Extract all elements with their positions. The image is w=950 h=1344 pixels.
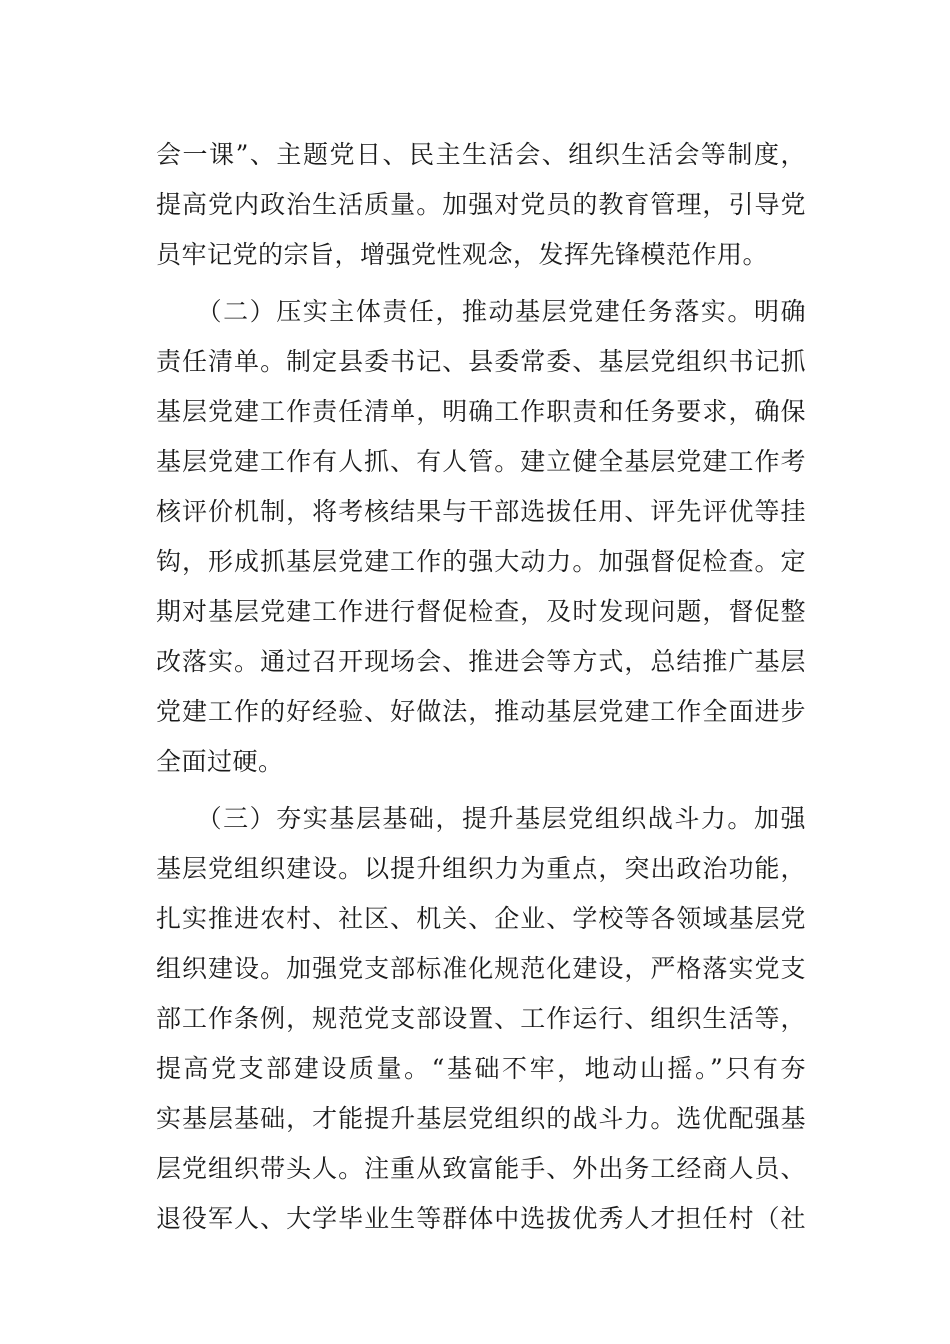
text-line: 基层党建工作有人抓、有人管。建立健全基层党建工作考 — [156, 447, 806, 476]
paragraph-3 — [156, 794, 806, 1244]
paragraph-1 — [156, 130, 806, 280]
text-line: 基层党建工作责任清单，明确工作职责和任务要求，确保 — [156, 397, 806, 426]
text-line: （二）压实主体责任，推动基层党建任务落实。明确 — [156, 297, 806, 326]
text-line: 提高党支部建设质量。“基础不牢，地动山摇。”只有夯 — [156, 1054, 806, 1083]
text-line: 层党组织带头人。注重从致富能手、外出务工经商人员、 — [156, 1154, 806, 1183]
text-line: 全面过硬。 — [156, 747, 284, 776]
text-line: 提高党内政治生活质量。加强对党员的教育管理，引导党 — [156, 190, 806, 219]
text-line: 退役军人、大学毕业生等群体中选拔优秀人才担任村（社 — [156, 1204, 806, 1233]
text-line: 钩，形成抓基层党建工作的强大动力。加强督促检查。定 — [156, 547, 806, 576]
text-line: 党建工作的好经验、好做法，推动基层党建工作全面进步 — [156, 697, 806, 726]
text-line: 员牢记党的宗旨，增强党性观念，发挥先锋模范作用。 — [156, 240, 769, 269]
text-line: 扎实推进农村、社区、机关、企业、学校等各领域基层党 — [156, 904, 806, 933]
text-line: （三）夯实基层基础，提升基层党组织战斗力。加强 — [156, 804, 806, 833]
text-line: 部工作条例，规范党支部设置、工作运行、组织生活等， — [156, 1004, 806, 1033]
text-line: 实基层基础，才能提升基层党组织的战斗力。选优配强基 — [156, 1104, 806, 1133]
text-line: 会一课”、主题党日、民主生活会、组织生活会等制度， — [156, 140, 806, 169]
document-page — [156, 130, 806, 1244]
text-line: 期对基层党建工作进行督促检查，及时发现问题，督促整 — [156, 597, 806, 626]
text-line: 核评价机制，将考核结果与干部选拔任用、评先评优等挂 — [156, 497, 806, 526]
text-line: 责任清单。制定县委书记、县委常委、基层党组织书记抓 — [156, 347, 806, 376]
paragraph-2 — [156, 287, 806, 787]
text-line: 基层党组织建设。以提升组织力为重点，突出政治功能， — [156, 854, 806, 883]
text-line: 组织建设。加强党支部标准化规范化建设，严格落实党支 — [156, 954, 806, 983]
text-line: 改落实。通过召开现场会、推进会等方式，总结推广基层 — [156, 647, 806, 676]
